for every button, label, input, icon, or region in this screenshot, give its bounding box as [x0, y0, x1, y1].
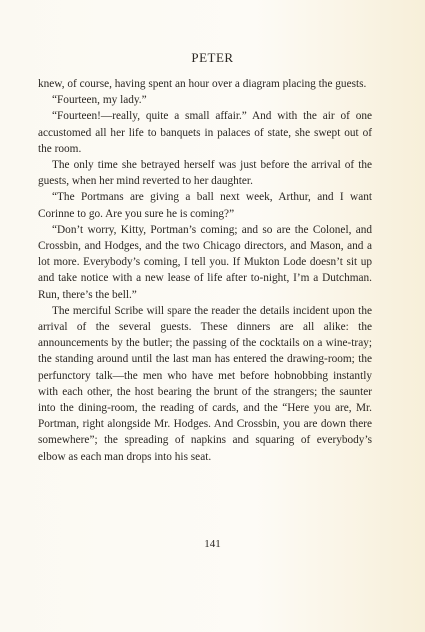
- paragraph: “Fourteen!—really, quite a small affair.” And with the air of one accustomed all her life to banquets in palaces of state, she swept out of the room.: [38, 110, 372, 155]
- paragraph: knew, of course, having spent an hour over a diagram placing the guests.: [38, 78, 367, 90]
- running-head: PETER: [191, 50, 234, 65]
- body-text: [38, 76, 372, 465]
- paragraph: The only time she betrayed herself was just before the arrival of the guests, when her mind reverted to her daughter.: [38, 159, 372, 188]
- page-number: 141: [204, 538, 221, 550]
- paragraph: The merciful Scribe will spare the reader the details incident upon the arrival of the several guests. These dinners are all alike: the announcements by the butler; the passing of the cocktails on a wine-tray; the standing around until the last man has entered the drawing-room; the perfunctory talk—the men who have met before hobnobbing instantly with each other, the host bearing the brunt of the strangers; the saunter into the dining-room, the reading of cards, and the “Here you are, Mr. Portman, right alongside Mr. Hodges. And Crossbin, you are down there somewhere”; the spreading of napkins and squaring of everybody’s elbow as each man drops into his seat.: [38, 304, 372, 463]
- paragraph: “Don’t worry, Kitty, Portman’s coming; and so are the Colonel, and Crossbin, and Hodges, and the two Chicago directors, and Mason, and a lot more. Everybody’s coming, I tell you. If Mukton Lode doesn’t sit up and take notice with a new lease of life after to-night, I’m a Dutchman. Run, there’s the bell.”: [38, 223, 372, 301]
- paragraph: “Fourteen, my lady.”: [52, 94, 147, 107]
- paragraph: “The Portmans are giving a ball next week, Arthur, and I want Corinne to go. Are you sure he is coming?”: [38, 191, 372, 220]
